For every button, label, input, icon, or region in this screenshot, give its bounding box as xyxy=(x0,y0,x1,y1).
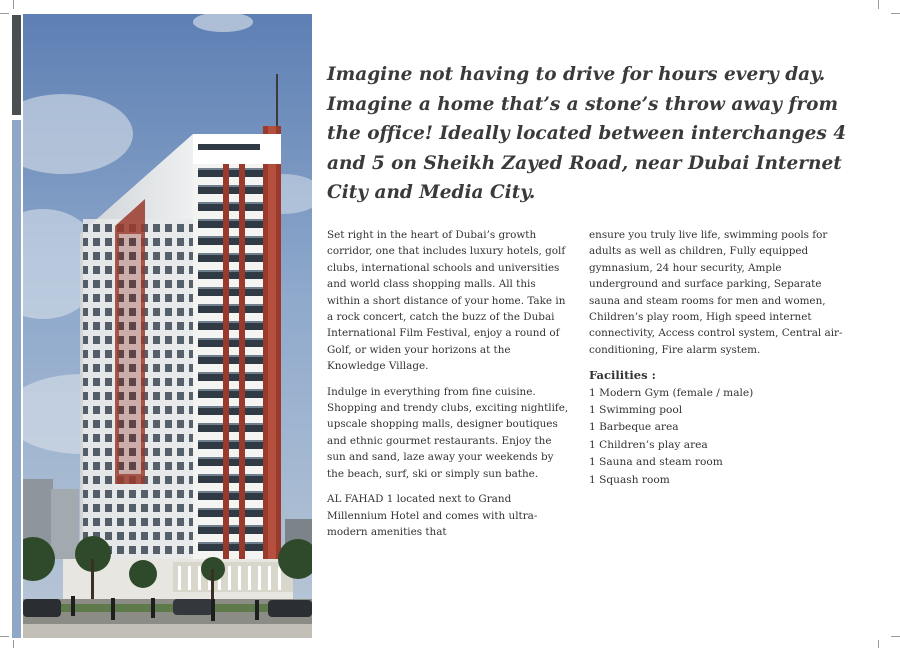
list-item: 1 Modern Gym (female / male) xyxy=(589,386,754,399)
paragraph-amenities: ensure you truly live life, swimming pools for adults as well as children, Fully equipped gymnasium, 24 hour security, Ample underground and surface parking, Separate sauna and steam rooms for men and women, Children’s play room, High speed internet connectivity, Access control system, Central air-conditioning, Fire alarm system. xyxy=(589,229,843,356)
body-column-1 xyxy=(327,227,572,549)
tower-photo xyxy=(23,14,312,638)
crop-mark-bottom-left-v xyxy=(13,640,14,648)
list-item: 1 Swimming pool xyxy=(589,404,683,417)
list-item: 1 Barbeque area xyxy=(589,421,679,434)
list-item: 1 Sauna and steam room xyxy=(589,456,723,469)
crop-mark-top-left xyxy=(0,13,9,14)
accent-bar-dark xyxy=(12,15,21,115)
crop-mark-top-left-v xyxy=(13,0,14,9)
facilities-list xyxy=(589,385,851,489)
crop-mark-top-right-v xyxy=(878,0,879,9)
paragraph-lifestyle: Indulge in everything from fine cuisine. Shopping and trendy clubs, exciting nightlife, upscale shopping malls, designer boutiques and ethnic gourmet restaurants. Enjoy the sun and sand, laze away your weekends by the beach, surf, ski or simply sun bathe. xyxy=(327,385,569,480)
paragraph-location: Set right in the heart of Dubai’s growth corridor, one that includes luxury hotels, golf clubs, international schools and universities and world class shopping malls. All this within a short distance of your home. Take in a rock concert, catch the buzz of the Dubai International Film Festival, enjoy a round of Golf, or widen your horizons at the Knowledge Village. xyxy=(327,229,566,373)
crop-mark-top-right xyxy=(891,13,900,14)
paragraph-amenities-intro: AL FAHAD 1 located next to Grand Millennium Hotel and comes with ultra-modern amenities that xyxy=(327,493,538,538)
list-item: 1 Children’s play area xyxy=(589,438,708,451)
list-item: 1 Squash room xyxy=(589,473,670,486)
facilities-heading: Facilities : xyxy=(589,368,656,383)
tower-illustration xyxy=(23,14,312,638)
accent-bar-blue xyxy=(12,120,21,638)
crop-mark-bottom-right-v xyxy=(878,640,879,648)
body-column-2 xyxy=(589,227,851,489)
headline: Imagine not having to drive for hours every day. Imagine a home that’s a stone’s throw away from the office! Ideally located between interchanges 4 and 5 on Sheikh Zayed Road, near Dubai Internet City and Media City. xyxy=(327,64,847,203)
crop-mark-bottom-right xyxy=(891,636,900,637)
crop-mark-bottom-left xyxy=(0,636,9,637)
